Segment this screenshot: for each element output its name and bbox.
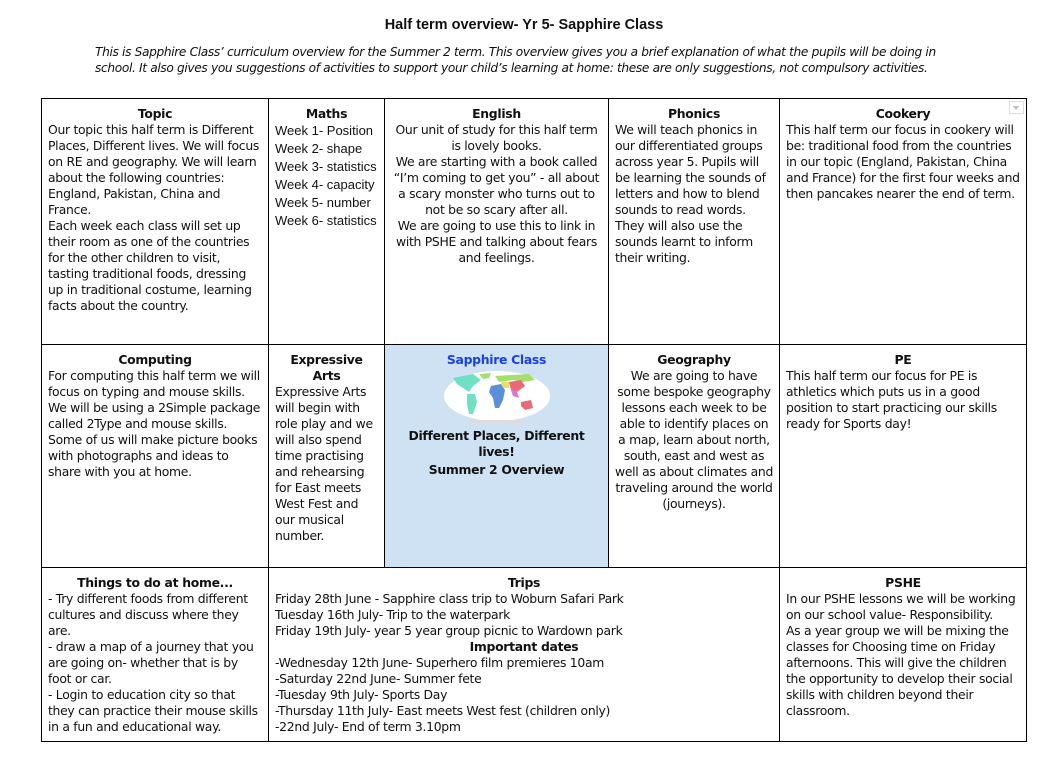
home-activities-cell: [42, 568, 269, 742]
grid-row-2: [42, 345, 1027, 568]
cookery-heading: Cookery: [875, 106, 931, 121]
pshe-paragraph: In our PSHE lessons we will be working on our school value- Responsibility.: [786, 591, 1016, 622]
grid-row-1: [42, 99, 1027, 345]
maths-week: Week 4- capacity: [275, 177, 375, 192]
topic-paragraph: Our topic this half term is Different Places, Different lives. We will focus on RE and geography. We will learn about the following countries: England, Pakistan, China and France.: [48, 122, 260, 217]
topic-title: Different Places, Different lives!: [408, 428, 585, 459]
grid-row-3: [42, 568, 1027, 742]
english-paragraph: We are going to use this to link in with PSHE and talking about fears and feelings.: [396, 218, 597, 265]
topic-heading: Topic: [137, 106, 173, 121]
home-item: - draw a map of a journey that you are going on- whether that is by foot or car.: [48, 639, 254, 686]
cookery-text: This half term our focus in cookery will be: traditional food from the countries in our topic (England, Pakistan, China and France) for the first four weeks and then pancakes nearer the end of term.: [786, 122, 1020, 201]
date-item: -Tuesday 9th July- Sports Day: [275, 687, 448, 702]
maths-cell: [269, 99, 385, 345]
maths-week: Week 3- statistics: [275, 159, 377, 174]
computing-cell: [42, 345, 269, 568]
world-map-icon: [443, 370, 551, 426]
date-item: -22nd July- End of term 3.10pm: [275, 719, 461, 734]
computing-paragraph: For computing this half term we will focus on typing and mouse skills. We will be using a 2Simple package called 2Type and mouse skills.: [48, 368, 261, 431]
topic-cell: [42, 99, 269, 345]
maths-week: Week 1- Position: [275, 123, 374, 138]
feature-cell: [385, 345, 609, 568]
english-paragraph: Our unit of study for this half term is lovely books.: [395, 122, 598, 153]
pshe-heading: PSHE: [885, 575, 921, 590]
home-item: - Login to education city so that they can practice their mouse skills in a fun and educational way.: [48, 687, 258, 734]
cookery-cell: [780, 99, 1027, 345]
document-title: Half term overview- Yr 5- Sapphire Class: [384, 17, 664, 33]
pshe-paragraph: As a year group we will be mixing the classes for Choosing time on Friday afternoons. This will give the children the opportunity to develop their social skills with children beyond their classroom.: [786, 623, 1013, 718]
trip-item: Tuesday 16th July- Trip to the waterpark: [275, 607, 511, 622]
topic-paragraph: Each week each class will set up their room as one of the countries for the other children to visit, tasting traditional foods, dressing up in traditional costume, learning facts about the country.: [48, 218, 252, 313]
phonics-cell: [609, 99, 780, 345]
pshe-cell: [780, 568, 1027, 742]
overview-grid: [41, 98, 1027, 742]
date-item: -Saturday 22nd June- Summer fete: [275, 671, 482, 686]
computing-paragraph: Some of us will make picture books with photographs and ideas to share with you at home.: [48, 432, 258, 479]
home-item: - Try different foods from different cultures and discuss where they are.: [48, 591, 248, 638]
expressive-arts-text: Expressive Arts will begin with role play and we will also spend time practising and rehearsing for East meets West Fest and our musical number.: [275, 384, 373, 543]
maths-heading: Maths: [305, 106, 348, 121]
trips-cell: [269, 568, 780, 742]
home-heading: Things to do at home...: [77, 575, 233, 590]
pe-text: This half term our focus for PE is athletics which puts us in a good position to start practicing our skills ready for Sports day!: [786, 368, 997, 431]
geography-cell: [609, 345, 780, 568]
expressive-arts-cell: [269, 345, 385, 568]
trip-item: Friday 19th July- year 5 year group picnic to Wardown park: [275, 623, 623, 638]
important-dates-heading: Important dates: [469, 639, 579, 654]
trips-heading: Trips: [507, 575, 541, 590]
expressive-arts-heading: Expressive Arts: [290, 352, 363, 383]
maths-week: Week 2- shape: [275, 141, 363, 156]
overview-subtitle: Summer 2 Overview: [428, 462, 565, 477]
english-cell: [385, 99, 609, 345]
phonics-text: We will teach phonics in our differentiated groups across year 5. Pupils will be learning the sounds of letters and how to blend sounds to read words. They will also use the sounds learnt to inform their writing.: [615, 122, 766, 265]
geography-heading: Geography: [657, 352, 731, 367]
intro-paragraph: This is Sapphire Class’ curriculum overview for the Summer 2 term. This overview gives you a brief explanation of what the pupils will be doing in school. It also gives you suggestions of activities to support your child’s learning at home: these are only suggestions, not compulsory activities.: [95, 45, 936, 76]
date-item: -Thursday 11th July- East meets West fest (children only): [275, 703, 611, 718]
english-heading: English: [472, 106, 521, 121]
maths-week: Week 5- number: [275, 195, 371, 210]
class-name: Sapphire Class: [446, 352, 547, 367]
computing-heading: Computing: [118, 352, 192, 367]
maths-week: Week 6- statistics: [275, 213, 377, 228]
geography-text: We are going to have some bespoke geography lessons each week to be able to identify places on a map, learn about north, south, east and west as well as about climates and traveling around the world (journeys).: [615, 368, 774, 511]
pe-cell: [780, 345, 1027, 568]
phonics-heading: Phonics: [667, 106, 721, 121]
date-item: -Wednesday 12th June- Superhero film premieres 10am: [275, 655, 605, 670]
english-paragraph: We are starting with a book called “I’m coming to get you” - all about a scary monster who turns out to not be so scary after all.: [393, 154, 600, 217]
pe-heading: PE: [894, 352, 912, 367]
trip-item: Friday 28th June - Sapphire class trip to Woburn Safari Park: [275, 591, 624, 606]
